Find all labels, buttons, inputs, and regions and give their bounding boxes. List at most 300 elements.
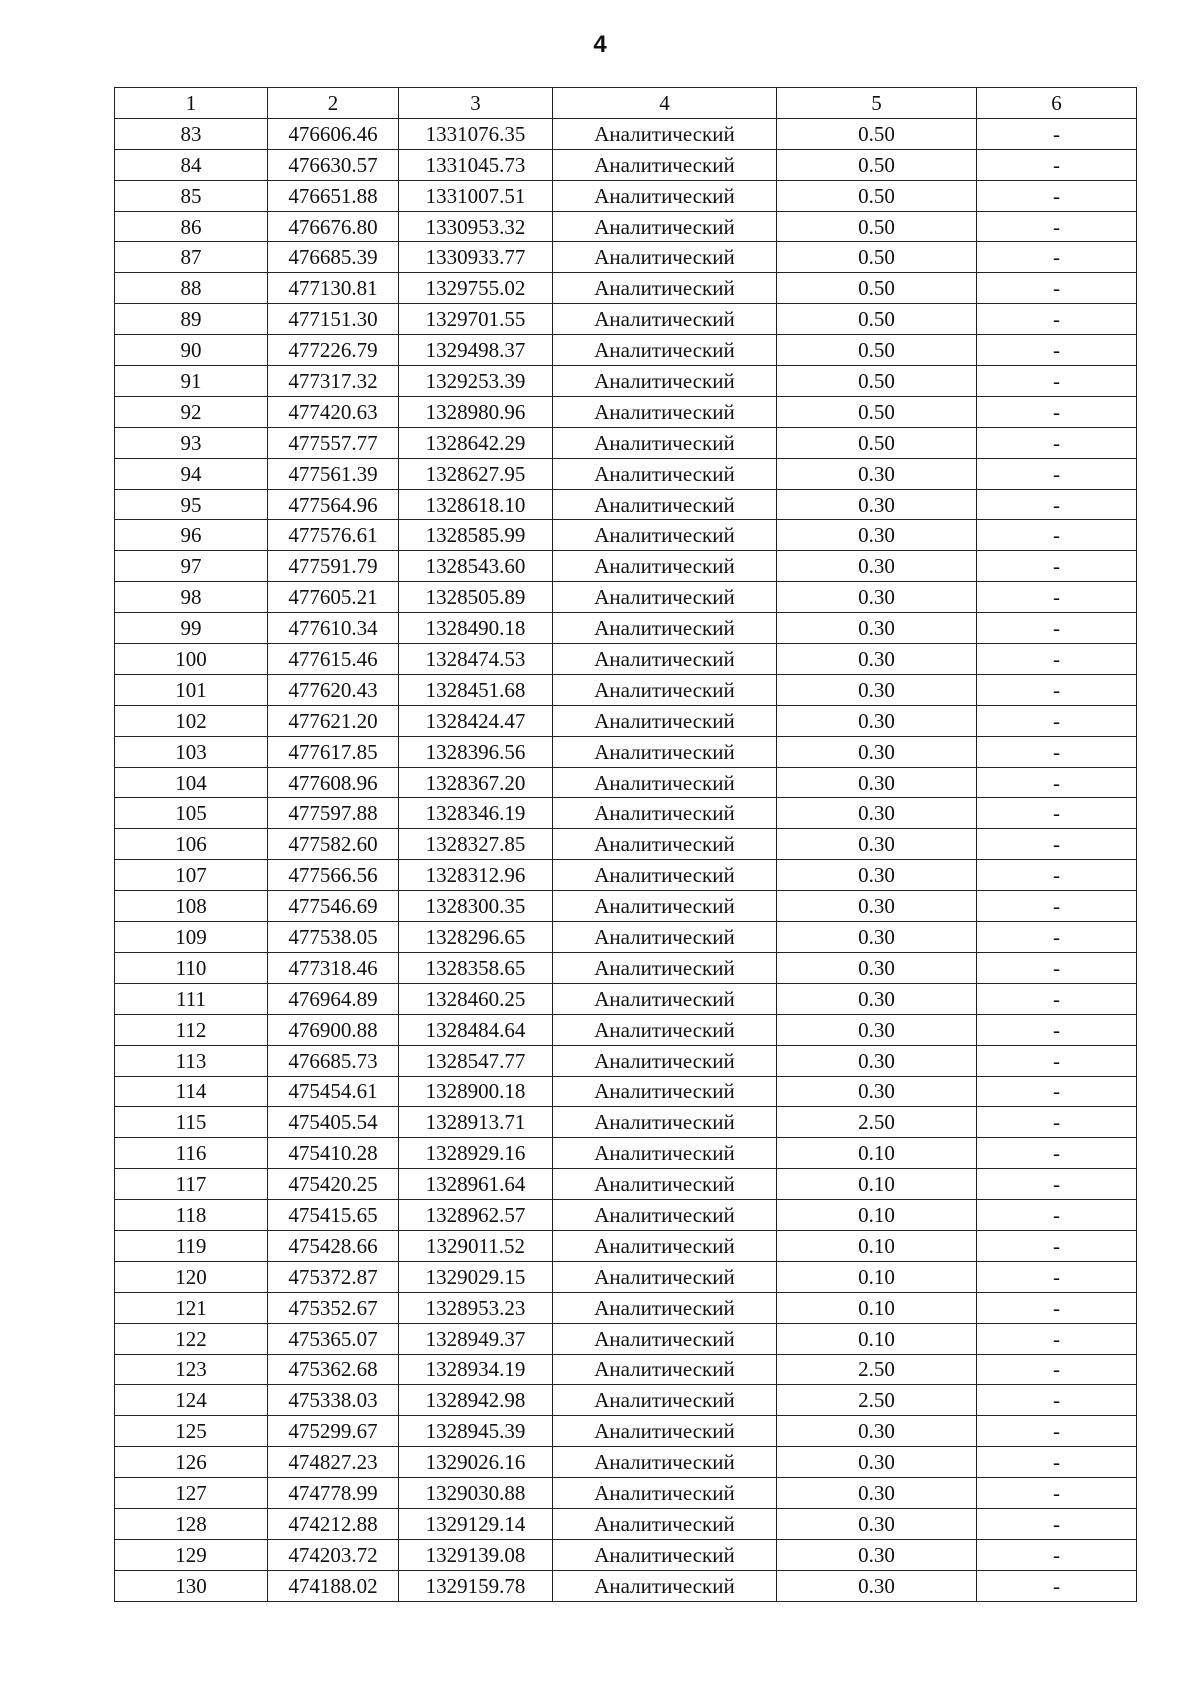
cell-accuracy: 0.30 — [777, 1508, 977, 1539]
cell-x-coordinate: 476606.46 — [268, 118, 399, 149]
header-row — [115, 88, 1137, 119]
cell-x-coordinate: 475372.87 — [268, 1261, 399, 1292]
cell-method: Аналитический — [553, 1045, 777, 1076]
cell-y-coordinate: 1329030.88 — [399, 1478, 553, 1509]
cell-point-number: 93 — [115, 427, 268, 458]
cell-point-number: 101 — [115, 674, 268, 705]
table-row — [115, 149, 1137, 180]
cell-y-coordinate: 1328949.37 — [399, 1323, 553, 1354]
cell-y-coordinate: 1329159.78 — [399, 1570, 553, 1601]
cell-note: - — [977, 582, 1137, 613]
cell-accuracy: 0.10 — [777, 1230, 977, 1261]
cell-point-number: 89 — [115, 304, 268, 335]
cell-accuracy: 0.50 — [777, 180, 977, 211]
cell-accuracy: 0.50 — [777, 427, 977, 458]
cell-point-number: 124 — [115, 1385, 268, 1416]
cell-x-coordinate: 475362.68 — [268, 1354, 399, 1385]
cell-x-coordinate: 475405.54 — [268, 1107, 399, 1138]
cell-method: Аналитический — [553, 366, 777, 397]
cell-accuracy: 0.10 — [777, 1323, 977, 1354]
cell-y-coordinate: 1328490.18 — [399, 613, 553, 644]
cell-point-number: 106 — [115, 829, 268, 860]
cell-y-coordinate: 1328505.89 — [399, 582, 553, 613]
table-row — [115, 273, 1137, 304]
cell-accuracy: 0.30 — [777, 674, 977, 705]
cell-method: Аналитический — [553, 551, 777, 582]
cell-x-coordinate: 477597.88 — [268, 798, 399, 829]
cell-y-coordinate: 1328929.16 — [399, 1138, 553, 1169]
cell-method: Аналитический — [553, 674, 777, 705]
cell-method: Аналитический — [553, 1230, 777, 1261]
table-row — [115, 1508, 1137, 1539]
cell-note: - — [977, 1416, 1137, 1447]
cell-point-number: 115 — [115, 1107, 268, 1138]
cell-note: - — [977, 1292, 1137, 1323]
cell-point-number: 83 — [115, 118, 268, 149]
column-header-5: 5 — [777, 88, 977, 119]
cell-method: Аналитический — [553, 1107, 777, 1138]
cell-x-coordinate: 477226.79 — [268, 335, 399, 366]
cell-point-number: 127 — [115, 1478, 268, 1509]
table-row — [115, 922, 1137, 953]
cell-method: Аналитический — [553, 396, 777, 427]
cell-x-coordinate: 476685.39 — [268, 242, 399, 273]
cell-accuracy: 2.50 — [777, 1385, 977, 1416]
cell-point-number: 98 — [115, 582, 268, 613]
cell-y-coordinate: 1330953.32 — [399, 211, 553, 242]
cell-y-coordinate: 1328934.19 — [399, 1354, 553, 1385]
table-row — [115, 613, 1137, 644]
cell-y-coordinate: 1328961.64 — [399, 1169, 553, 1200]
cell-accuracy: 0.30 — [777, 1478, 977, 1509]
cell-method: Аналитический — [553, 180, 777, 211]
cell-note: - — [977, 952, 1137, 983]
cell-point-number: 121 — [115, 1292, 268, 1323]
cell-x-coordinate: 477130.81 — [268, 273, 399, 304]
cell-note: - — [977, 1169, 1137, 1200]
cell-x-coordinate: 477561.39 — [268, 458, 399, 489]
cell-x-coordinate: 475454.61 — [268, 1076, 399, 1107]
cell-x-coordinate: 477576.61 — [268, 520, 399, 551]
cell-accuracy: 0.50 — [777, 396, 977, 427]
cell-y-coordinate: 1329253.39 — [399, 366, 553, 397]
cell-method: Аналитический — [553, 242, 777, 273]
cell-point-number: 128 — [115, 1508, 268, 1539]
table-row — [115, 860, 1137, 891]
table-row — [115, 736, 1137, 767]
cell-point-number: 100 — [115, 644, 268, 675]
cell-y-coordinate: 1328312.96 — [399, 860, 553, 891]
cell-x-coordinate: 477151.30 — [268, 304, 399, 335]
cell-method: Аналитический — [553, 273, 777, 304]
cell-point-number: 84 — [115, 149, 268, 180]
cell-accuracy: 0.10 — [777, 1292, 977, 1323]
cell-accuracy: 0.50 — [777, 242, 977, 273]
cell-x-coordinate: 477318.46 — [268, 952, 399, 983]
table-row — [115, 1354, 1137, 1385]
cell-accuracy: 0.50 — [777, 149, 977, 180]
cell-accuracy: 0.10 — [777, 1138, 977, 1169]
cell-x-coordinate: 477608.96 — [268, 767, 399, 798]
table-row — [115, 180, 1137, 211]
table-row — [115, 1138, 1137, 1169]
cell-x-coordinate: 476630.57 — [268, 149, 399, 180]
cell-y-coordinate: 1328945.39 — [399, 1416, 553, 1447]
table-row — [115, 644, 1137, 675]
cell-y-coordinate: 1328396.56 — [399, 736, 553, 767]
cell-y-coordinate: 1328942.98 — [399, 1385, 553, 1416]
column-header-1: 1 — [115, 88, 268, 119]
cell-note: - — [977, 1447, 1137, 1478]
cell-method: Аналитический — [553, 1385, 777, 1416]
cell-method: Аналитический — [553, 118, 777, 149]
cell-note: - — [977, 118, 1137, 149]
cell-x-coordinate: 474188.02 — [268, 1570, 399, 1601]
cell-x-coordinate: 477420.63 — [268, 396, 399, 427]
cell-x-coordinate: 475338.03 — [268, 1385, 399, 1416]
cell-method: Аналитический — [553, 1570, 777, 1601]
cell-point-number: 123 — [115, 1354, 268, 1385]
cell-method: Аналитический — [553, 149, 777, 180]
cell-point-number: 114 — [115, 1076, 268, 1107]
cell-accuracy: 0.30 — [777, 1539, 977, 1570]
table-row — [115, 1539, 1137, 1570]
cell-y-coordinate: 1328460.25 — [399, 983, 553, 1014]
cell-method: Аналитический — [553, 829, 777, 860]
table-row — [115, 705, 1137, 736]
cell-x-coordinate: 477582.60 — [268, 829, 399, 860]
cell-accuracy: 0.30 — [777, 1014, 977, 1045]
cell-method: Аналитический — [553, 705, 777, 736]
cell-x-coordinate: 475410.28 — [268, 1138, 399, 1169]
cell-accuracy: 0.30 — [777, 891, 977, 922]
cell-x-coordinate: 475428.66 — [268, 1230, 399, 1261]
cell-method: Аналитический — [553, 952, 777, 983]
cell-note: - — [977, 1539, 1137, 1570]
table-row — [115, 427, 1137, 458]
cell-point-number: 102 — [115, 705, 268, 736]
cell-y-coordinate: 1329755.02 — [399, 273, 553, 304]
cell-method: Аналитический — [553, 891, 777, 922]
cell-note: - — [977, 242, 1137, 273]
cell-x-coordinate: 474203.72 — [268, 1539, 399, 1570]
cell-x-coordinate: 475415.65 — [268, 1200, 399, 1231]
cell-method: Аналитический — [553, 427, 777, 458]
cell-note: - — [977, 922, 1137, 953]
table-row — [115, 1385, 1137, 1416]
cell-method: Аналитический — [553, 1508, 777, 1539]
cell-note: - — [977, 1200, 1137, 1231]
cell-method: Аналитический — [553, 1416, 777, 1447]
cell-method: Аналитический — [553, 211, 777, 242]
cell-y-coordinate: 1328585.99 — [399, 520, 553, 551]
cell-x-coordinate: 476651.88 — [268, 180, 399, 211]
cell-accuracy: 0.50 — [777, 273, 977, 304]
table-row — [115, 1447, 1137, 1478]
cell-accuracy: 0.30 — [777, 705, 977, 736]
cell-method: Аналитический — [553, 582, 777, 613]
cell-accuracy: 0.30 — [777, 613, 977, 644]
table-row — [115, 489, 1137, 520]
cell-method: Аналитический — [553, 1014, 777, 1045]
cell-x-coordinate: 477557.77 — [268, 427, 399, 458]
cell-note: - — [977, 1138, 1137, 1169]
cell-point-number: 116 — [115, 1138, 268, 1169]
cell-point-number: 119 — [115, 1230, 268, 1261]
cell-point-number: 112 — [115, 1014, 268, 1045]
cell-note: - — [977, 366, 1137, 397]
cell-accuracy: 0.10 — [777, 1200, 977, 1231]
cell-y-coordinate: 1328627.95 — [399, 458, 553, 489]
cell-y-coordinate: 1328953.23 — [399, 1292, 553, 1323]
cell-note: - — [977, 829, 1137, 860]
table-row — [115, 767, 1137, 798]
cell-y-coordinate: 1328358.65 — [399, 952, 553, 983]
table-row — [115, 304, 1137, 335]
cell-method: Аналитический — [553, 983, 777, 1014]
cell-point-number: 103 — [115, 736, 268, 767]
cell-accuracy: 0.30 — [777, 644, 977, 675]
cell-y-coordinate: 1328327.85 — [399, 829, 553, 860]
cell-accuracy: 0.30 — [777, 551, 977, 582]
cell-method: Аналитический — [553, 1292, 777, 1323]
cell-y-coordinate: 1330933.77 — [399, 242, 553, 273]
cell-x-coordinate: 476964.89 — [268, 983, 399, 1014]
cell-accuracy: 0.10 — [777, 1261, 977, 1292]
cell-x-coordinate: 476676.80 — [268, 211, 399, 242]
cell-x-coordinate: 477621.20 — [268, 705, 399, 736]
table-row — [115, 1076, 1137, 1107]
table-row — [115, 366, 1137, 397]
cell-accuracy: 0.30 — [777, 1076, 977, 1107]
cell-note: - — [977, 891, 1137, 922]
page-number: 4 — [593, 31, 607, 58]
cell-y-coordinate: 1328913.71 — [399, 1107, 553, 1138]
cell-accuracy: 0.30 — [777, 582, 977, 613]
cell-note: - — [977, 798, 1137, 829]
table-row — [115, 118, 1137, 149]
cell-method: Аналитический — [553, 922, 777, 953]
cell-point-number: 97 — [115, 551, 268, 582]
cell-point-number: 95 — [115, 489, 268, 520]
cell-accuracy: 0.30 — [777, 1416, 977, 1447]
cell-x-coordinate: 477605.21 — [268, 582, 399, 613]
table-row — [115, 1261, 1137, 1292]
cell-y-coordinate: 1328900.18 — [399, 1076, 553, 1107]
cell-note: - — [977, 705, 1137, 736]
cell-y-coordinate: 1331007.51 — [399, 180, 553, 211]
cell-point-number: 85 — [115, 180, 268, 211]
cell-method: Аналитический — [553, 736, 777, 767]
cell-point-number: 96 — [115, 520, 268, 551]
cell-note: - — [977, 1508, 1137, 1539]
cell-point-number: 92 — [115, 396, 268, 427]
cell-x-coordinate: 477564.96 — [268, 489, 399, 520]
table-row — [115, 1014, 1137, 1045]
table-row — [115, 1478, 1137, 1509]
cell-accuracy: 0.50 — [777, 304, 977, 335]
cell-accuracy: 2.50 — [777, 1354, 977, 1385]
cell-accuracy: 0.30 — [777, 1045, 977, 1076]
cell-method: Аналитический — [553, 613, 777, 644]
cell-note: - — [977, 860, 1137, 891]
cell-method: Аналитический — [553, 1169, 777, 1200]
cell-point-number: 94 — [115, 458, 268, 489]
cell-x-coordinate: 476685.73 — [268, 1045, 399, 1076]
cell-point-number: 122 — [115, 1323, 268, 1354]
table-row — [115, 396, 1137, 427]
cell-note: - — [977, 489, 1137, 520]
cell-point-number: 87 — [115, 242, 268, 273]
table-row — [115, 1416, 1137, 1447]
cell-point-number: 110 — [115, 952, 268, 983]
cell-y-coordinate: 1328980.96 — [399, 396, 553, 427]
table-body — [115, 118, 1137, 1601]
table-row — [115, 211, 1137, 242]
cell-y-coordinate: 1328451.68 — [399, 674, 553, 705]
cell-x-coordinate: 477615.46 — [268, 644, 399, 675]
table-row — [115, 1045, 1137, 1076]
cell-note: - — [977, 396, 1137, 427]
cell-point-number: 113 — [115, 1045, 268, 1076]
cell-note: - — [977, 1570, 1137, 1601]
cell-note: - — [977, 736, 1137, 767]
cell-x-coordinate: 477538.05 — [268, 922, 399, 953]
cell-note: - — [977, 1076, 1137, 1107]
cell-point-number: 91 — [115, 366, 268, 397]
cell-note: - — [977, 1478, 1137, 1509]
cell-point-number: 125 — [115, 1416, 268, 1447]
cell-y-coordinate: 1328367.20 — [399, 767, 553, 798]
table-row — [115, 551, 1137, 582]
cell-y-coordinate: 1328547.77 — [399, 1045, 553, 1076]
cell-note: - — [977, 1385, 1137, 1416]
cell-y-coordinate: 1328642.29 — [399, 427, 553, 458]
cell-note: - — [977, 1261, 1137, 1292]
cell-accuracy: 0.30 — [777, 798, 977, 829]
cell-y-coordinate: 1328296.65 — [399, 922, 553, 953]
cell-accuracy: 0.30 — [777, 489, 977, 520]
cell-x-coordinate: 475365.07 — [268, 1323, 399, 1354]
table-row — [115, 582, 1137, 613]
cell-accuracy: 0.30 — [777, 736, 977, 767]
cell-note: - — [977, 613, 1137, 644]
table-row — [115, 674, 1137, 705]
cell-note: - — [977, 674, 1137, 705]
cell-accuracy: 0.50 — [777, 118, 977, 149]
cell-point-number: 126 — [115, 1447, 268, 1478]
cell-y-coordinate: 1328618.10 — [399, 489, 553, 520]
cell-point-number: 88 — [115, 273, 268, 304]
cell-y-coordinate: 1329129.14 — [399, 1508, 553, 1539]
cell-x-coordinate: 477610.34 — [268, 613, 399, 644]
cell-note: - — [977, 1230, 1137, 1261]
cell-accuracy: 0.30 — [777, 829, 977, 860]
cell-note: - — [977, 1107, 1137, 1138]
cell-note: - — [977, 1014, 1137, 1045]
cell-y-coordinate: 1328424.47 — [399, 705, 553, 736]
table-row — [115, 1107, 1137, 1138]
table-row — [115, 1323, 1137, 1354]
cell-method: Аналитический — [553, 1076, 777, 1107]
column-header-3: 3 — [399, 88, 553, 119]
table-row — [115, 458, 1137, 489]
cell-accuracy: 0.30 — [777, 767, 977, 798]
cell-point-number: 108 — [115, 891, 268, 922]
cell-y-coordinate: 1328346.19 — [399, 798, 553, 829]
cell-x-coordinate: 474212.88 — [268, 1508, 399, 1539]
cell-x-coordinate: 477620.43 — [268, 674, 399, 705]
cell-note: - — [977, 211, 1137, 242]
cell-x-coordinate: 477617.85 — [268, 736, 399, 767]
cell-x-coordinate: 477546.69 — [268, 891, 399, 922]
cell-method: Аналитический — [553, 644, 777, 675]
cell-accuracy: 0.30 — [777, 983, 977, 1014]
cell-x-coordinate: 474827.23 — [268, 1447, 399, 1478]
cell-note: - — [977, 458, 1137, 489]
cell-accuracy: 0.30 — [777, 952, 977, 983]
column-header-2: 2 — [268, 88, 399, 119]
cell-accuracy: 0.30 — [777, 1447, 977, 1478]
table-header — [115, 88, 1137, 119]
cell-accuracy: 0.50 — [777, 211, 977, 242]
cell-y-coordinate: 1328484.64 — [399, 1014, 553, 1045]
cell-method: Аналитический — [553, 1200, 777, 1231]
cell-x-coordinate: 477317.32 — [268, 366, 399, 397]
table-row — [115, 983, 1137, 1014]
table-row — [115, 1200, 1137, 1231]
cell-note: - — [977, 644, 1137, 675]
cell-x-coordinate: 474778.99 — [268, 1478, 399, 1509]
cell-y-coordinate: 1329029.15 — [399, 1261, 553, 1292]
cell-point-number: 104 — [115, 767, 268, 798]
table-row — [115, 829, 1137, 860]
cell-method: Аналитический — [553, 520, 777, 551]
table-row — [115, 242, 1137, 273]
table-row — [115, 335, 1137, 366]
cell-y-coordinate: 1331045.73 — [399, 149, 553, 180]
cell-y-coordinate: 1328543.60 — [399, 551, 553, 582]
cell-method: Аналитический — [553, 860, 777, 891]
cell-point-number: 90 — [115, 335, 268, 366]
coordinates-table — [114, 87, 1137, 1602]
column-header-4: 4 — [553, 88, 777, 119]
cell-accuracy: 0.30 — [777, 860, 977, 891]
cell-accuracy: 0.30 — [777, 1570, 977, 1601]
cell-note: - — [977, 520, 1137, 551]
cell-method: Аналитический — [553, 1261, 777, 1292]
cell-method: Аналитический — [553, 489, 777, 520]
cell-y-coordinate: 1331076.35 — [399, 118, 553, 149]
cell-note: - — [977, 767, 1137, 798]
cell-method: Аналитический — [553, 458, 777, 489]
cell-note: - — [977, 335, 1137, 366]
cell-method: Аналитический — [553, 767, 777, 798]
cell-point-number: 107 — [115, 860, 268, 891]
cell-point-number: 105 — [115, 798, 268, 829]
table-row — [115, 1292, 1137, 1323]
table-row — [115, 1169, 1137, 1200]
cell-method: Аналитический — [553, 1447, 777, 1478]
cell-note: - — [977, 149, 1137, 180]
cell-point-number: 120 — [115, 1261, 268, 1292]
cell-method: Аналитический — [553, 1323, 777, 1354]
cell-accuracy: 0.50 — [777, 335, 977, 366]
table-row — [115, 798, 1137, 829]
cell-accuracy: 0.30 — [777, 922, 977, 953]
cell-y-coordinate: 1329139.08 — [399, 1539, 553, 1570]
cell-y-coordinate: 1329498.37 — [399, 335, 553, 366]
